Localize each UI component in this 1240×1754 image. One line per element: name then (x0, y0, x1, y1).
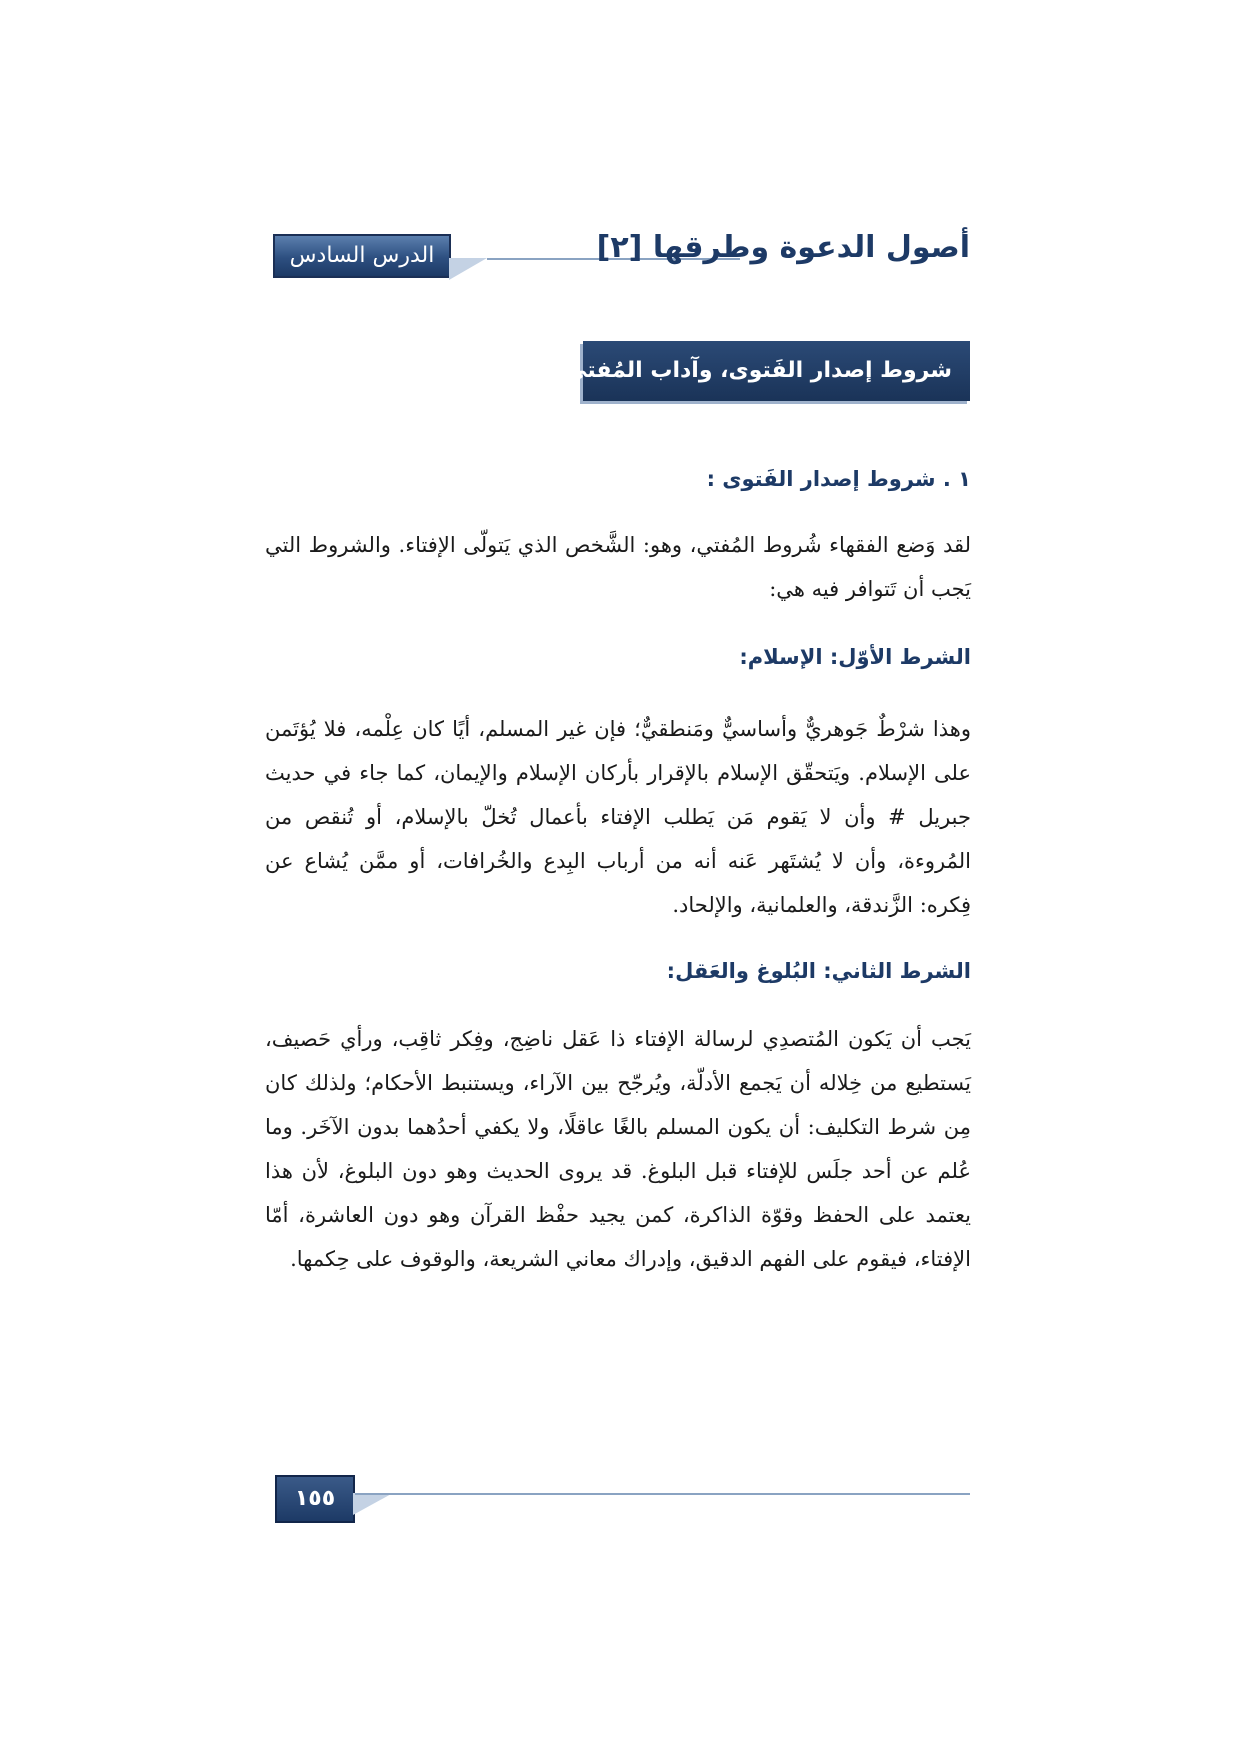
heading-condition-islam: الشرط الأوّل: الإسلام: (739, 645, 971, 669)
footer-wedge-decoration (353, 1493, 393, 1515)
page-footer (275, 1475, 970, 1525)
paragraph-islam: وهذا شرْطٌ جَوهريٌّ وأساسيٌّ ومَنطقيٌّ؛ فإن غير المسلم، أيًا كان عِلْمه، فلا يُؤتَمن على الإسلام. ويَتحقّق الإسلام بالإقرار بأركان الإسلام والإيمان، كما جاء في حديث جبريل # وأن لا يَقوم مَن يَطلب الإفتاء بأعمال تُخلّ بالإسلام، أو تُنقص من المُروءة، وأن لا يُشتَهر عَنه أنه من أرباب البِدع والخُرافات، أو ممَّن يُشاع عن فِكره: الزَّندقة، والعلمانية، والإلحاد. (265, 717, 971, 917)
paragraph-maturity: يَجب أن يَكون المُتصدِي لرسالة الإفتاء ذا عَقل ناضِج، وفِكر ثاقِب، ورأي حَصيف، يَستطيع من خِلاله أن يَجمع الأدلّة، ويُرجّح بين الآراء، ويستنبط الأحكام؛ ولذلك كان مِن شرط التكليف: أن يكون المسلم بالغًا عاقلًا، ولا يكفي أحدُهما بدون الآخَر. وما عُلم عن أحد جلَس للإفتاء قبل البلوغ. قد يروى الحديث وهو دون البلوغ، لأن هذا يعتمد على الحفظ وقوّة الذاكرة، كمن يجيد حفْظ القرآن وهو دون العاشرة، أمّا الإفتاء، فيقوم على الفهم الدقيق، وإدراك معاني الشريعة، والوقوف على حِكمها. (265, 1027, 971, 1271)
book-title: أصول الدعوة وطرقها [٢] (596, 230, 970, 265)
paragraph-intro: لقد وَضع الفقهاء شُروط المُفتي، وهو: الشَّخص الذي يَتولّى الإفتاء. والشروط التي يَجب أن تَتوافر فيه هي: (265, 533, 971, 601)
page-number: ١٥٥ (275, 1475, 355, 1523)
header-wedge-decoration (449, 258, 487, 280)
main-content (265, 440, 971, 1281)
heading-fatwa-conditions: ١ . شروط إصدار الفَتوى : (706, 467, 971, 491)
lesson-label: الدرس السادس (273, 234, 451, 278)
page-header (273, 228, 970, 286)
footer-rule (355, 1493, 970, 1495)
section-title: شروط إصدار الفَتوى، وآداب المُفتي والمُسْتفتي (583, 341, 970, 401)
heading-condition-maturity: الشرط الثاني: البُلوغ والعَقل: (666, 959, 971, 983)
